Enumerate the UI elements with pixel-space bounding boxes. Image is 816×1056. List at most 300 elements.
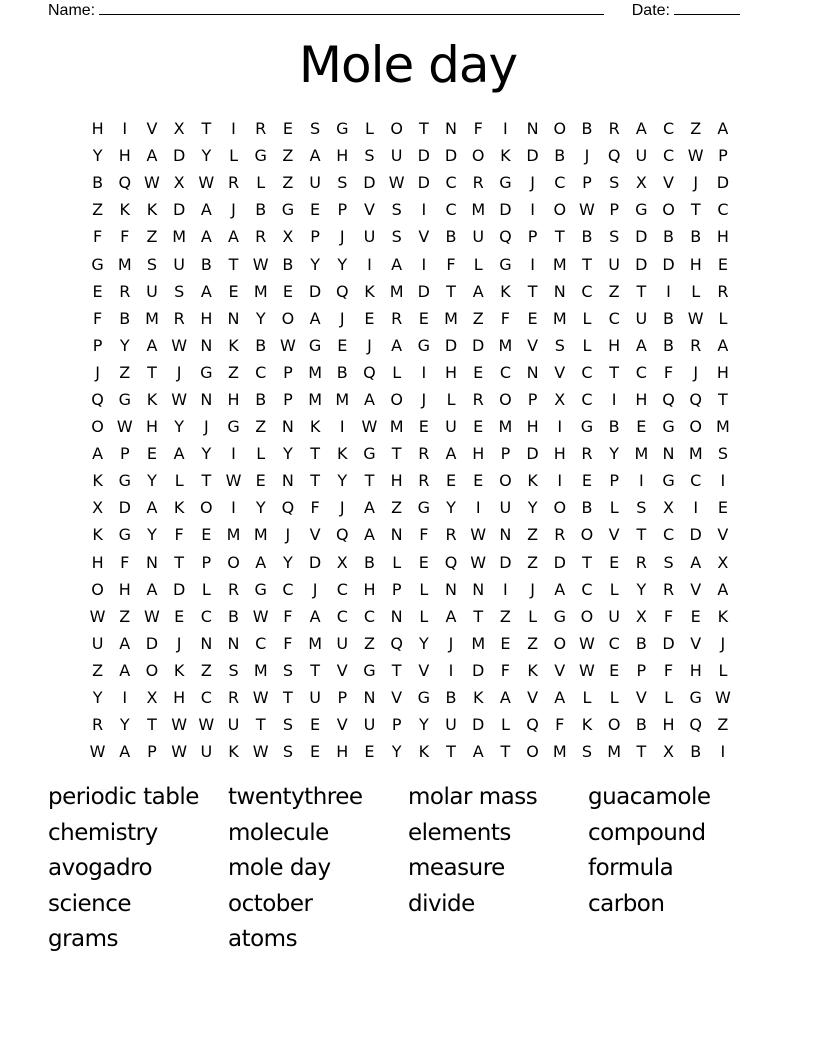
grid-letter: U	[146, 281, 158, 301]
grid-letter: J	[285, 525, 291, 545]
grid-letter: L	[582, 308, 592, 328]
grid-letter: Q	[335, 281, 349, 301]
grid-letter: A	[717, 335, 729, 355]
grid-letter: U	[363, 715, 376, 735]
grid-row	[84, 576, 737, 603]
grid-letter: R	[445, 525, 457, 545]
grid-letter: Z	[92, 200, 104, 220]
grid-row	[84, 467, 737, 494]
grid-letter: X	[635, 606, 647, 626]
grid-letter: H	[662, 715, 675, 735]
grid-letter: J	[720, 633, 726, 653]
word-bank	[48, 780, 768, 958]
grid-letter: A	[499, 688, 511, 708]
word-bank-item: chemistry	[48, 819, 158, 846]
grid-letter: Z	[363, 633, 375, 653]
grid-letter: S	[310, 119, 321, 139]
word-bank-item: elements	[408, 819, 511, 846]
grid-letter: A	[554, 579, 566, 599]
grid-letter: H	[91, 119, 104, 139]
grid-letter: C	[581, 579, 593, 599]
grid-letter: I	[421, 200, 427, 220]
grid-letter: E	[310, 200, 321, 220]
grid-letter: S	[581, 742, 593, 762]
grid-letter: A	[445, 444, 457, 464]
grid-letter: J	[203, 417, 209, 437]
word-bank-row	[48, 816, 768, 852]
grid-letter: B	[228, 606, 240, 626]
grid-letter: H	[716, 227, 729, 247]
grid-letter: N	[390, 525, 403, 545]
grid-letter: J	[339, 308, 345, 328]
grid-letter: M	[444, 308, 458, 328]
grid-letter: G	[336, 119, 349, 139]
grid-row	[84, 413, 737, 440]
grid-letter: A	[391, 335, 403, 355]
header	[48, 0, 740, 20]
grid-letter: C	[445, 200, 457, 220]
grid-letter: D	[118, 498, 131, 518]
grid-letter: Q	[118, 173, 132, 193]
grid-letter: S	[337, 173, 348, 193]
grid-letter: E	[717, 254, 728, 274]
grid-letter: D	[417, 173, 430, 193]
grid-letter: R	[608, 119, 620, 139]
grid-row	[84, 250, 737, 277]
grid-letter: J	[95, 362, 100, 382]
grid-row	[84, 386, 737, 413]
grid-letter: D	[308, 552, 322, 572]
grid-letter: W	[171, 715, 188, 735]
grid-letter: E	[364, 308, 375, 328]
grid-letter: V	[663, 173, 674, 193]
grid-letter: B	[608, 417, 620, 437]
grid-letter: K	[581, 715, 593, 735]
date-blank-line[interactable]	[674, 0, 740, 15]
grid-letter: O	[580, 606, 594, 626]
grid-letter: M	[226, 525, 241, 545]
grid-letter: I	[231, 119, 236, 139]
grid-letter: Y	[92, 146, 103, 166]
grid-letter: P	[609, 471, 619, 491]
grid-letter: S	[228, 660, 239, 680]
grid-letter: Z	[119, 362, 131, 382]
grid-letter: W	[198, 173, 215, 193]
grid-letter: V	[635, 688, 647, 708]
grid-letter: M	[634, 444, 649, 464]
grid-letter: K	[146, 389, 158, 409]
grid-letter: F	[92, 308, 103, 328]
grid-letter: F	[555, 715, 565, 735]
grid-letter: Q	[390, 633, 403, 653]
grid-letter: G	[118, 525, 131, 545]
grid-letter: Y	[92, 688, 103, 708]
grid-letter: A	[309, 606, 321, 626]
grid-letter: G	[91, 254, 104, 274]
grid-letter: N	[227, 633, 240, 653]
grid-letter: S	[282, 660, 293, 680]
date-field	[632, 0, 740, 20]
grid-letter: A	[146, 498, 158, 518]
grid-letter: M	[308, 362, 322, 382]
grid-letter: S	[554, 335, 565, 355]
grid-letter: S	[174, 281, 185, 301]
grid-letter: D	[417, 146, 430, 166]
grid-letter: I	[611, 389, 617, 409]
grid-letter: W	[252, 254, 269, 274]
grid-row	[84, 603, 737, 630]
grid-letter: U	[91, 633, 104, 653]
grid-row	[84, 115, 737, 142]
grid-letter: A	[472, 742, 484, 762]
grid-letter: B	[554, 146, 566, 166]
grid-letter: W	[116, 417, 133, 437]
grid-letter: E	[609, 552, 620, 572]
grid-letter: U	[309, 688, 321, 708]
grid-row	[84, 359, 737, 386]
grid-letter: D	[444, 146, 458, 166]
grid-letter: A	[200, 200, 212, 220]
grid-letter: A	[200, 281, 212, 301]
grid-letter: U	[472, 227, 485, 247]
word-bank-row	[48, 887, 768, 923]
grid-letter: W	[252, 606, 269, 626]
grid-row	[84, 521, 737, 548]
grid-letter: G	[417, 335, 431, 355]
grid-letter: E	[337, 335, 348, 355]
grid-letter: P	[391, 715, 402, 735]
grid-letter: I	[720, 471, 726, 491]
grid-letter: A	[363, 525, 375, 545]
grid-letter: A	[119, 633, 131, 653]
grid-letter: F	[500, 308, 510, 328]
grid-letter: P	[147, 742, 157, 762]
grid-letter: B	[445, 688, 457, 708]
grid-letter: F	[283, 606, 293, 626]
grid-letter: D	[662, 254, 675, 274]
grid-letter: R	[472, 389, 484, 409]
grid-letter: M	[688, 444, 703, 464]
grid-letter: T	[582, 552, 592, 572]
grid-letter: S	[663, 552, 674, 572]
grid-letter: Y	[119, 715, 130, 735]
grid-letter: Y	[310, 254, 320, 274]
grid-letter: B	[581, 227, 593, 247]
grid-letter: J	[530, 173, 535, 193]
grid-letter: M	[552, 254, 567, 274]
grid-letter: P	[391, 579, 402, 599]
grid-letter: B	[119, 308, 131, 328]
grid-letter: U	[390, 146, 403, 166]
name-blank-line[interactable]	[99, 0, 604, 15]
grid-letter: E	[473, 471, 484, 491]
grid-letter: A	[309, 146, 321, 166]
grid-letter: D	[689, 525, 702, 545]
grid-letter: L	[664, 688, 673, 708]
grid-letter: T	[283, 688, 293, 708]
grid-letter: F	[663, 660, 674, 680]
grid-letter: L	[446, 389, 456, 409]
grid-letter: T	[636, 525, 647, 545]
grid-letter: F	[120, 552, 130, 572]
grid-letter: R	[227, 173, 240, 193]
grid-letter: D	[172, 579, 186, 599]
grid-letter: H	[173, 688, 186, 708]
grid-letter: I	[530, 254, 535, 274]
grid-letter: R	[92, 715, 104, 735]
grid-letter: H	[390, 471, 403, 491]
grid-letter: T	[609, 362, 620, 382]
grid-letter: Y	[119, 335, 130, 355]
grid-letter: L	[718, 308, 728, 328]
grid-letter: W	[361, 417, 378, 437]
grid-letter: S	[282, 715, 293, 735]
grid-letter: J	[339, 227, 345, 247]
grid-letter: R	[554, 525, 566, 545]
grid-letter: G	[254, 579, 267, 599]
grid-letter: Y	[147, 525, 157, 545]
grid-letter: C	[336, 606, 348, 626]
grid-letter: S	[146, 254, 158, 274]
grid-letter: I	[720, 742, 726, 762]
grid-letter: W	[579, 200, 595, 220]
grid-letter: A	[445, 606, 457, 626]
grid-letter: M	[253, 525, 268, 545]
grid-letter: X	[663, 742, 675, 762]
grid-letter: E	[473, 362, 484, 382]
grid-letter: G	[308, 335, 322, 355]
grid-letter: C	[363, 606, 376, 626]
grid-letter: D	[499, 200, 512, 220]
grid-letter: D	[635, 254, 648, 274]
grid-letter: A	[391, 254, 403, 274]
grid-letter: H	[445, 362, 458, 382]
grid-letter: C	[635, 362, 647, 382]
grid-letter: W	[579, 660, 595, 680]
grid-letter: V	[309, 525, 321, 545]
grid-letter: E	[473, 417, 484, 437]
grid-letter: K	[527, 471, 538, 491]
grid-letter: E	[310, 742, 321, 762]
grid-letter: N	[281, 417, 294, 437]
grid-letter: B	[336, 362, 348, 382]
grid-letter: V	[391, 688, 403, 708]
grid-letter: T	[554, 227, 565, 247]
word-bank-item: molecule	[228, 819, 329, 846]
grid-letter: M	[552, 742, 567, 762]
grid-letter: O	[145, 660, 159, 680]
grid-letter: J	[339, 498, 345, 518]
grid-letter: N	[553, 281, 566, 301]
grid-letter: E	[228, 281, 239, 301]
grid-letter: X	[717, 552, 729, 572]
grid-letter: D	[472, 715, 485, 735]
grid-letter: H	[689, 660, 702, 680]
grid-letter: Y	[337, 471, 348, 491]
grid-letter: D	[526, 444, 539, 464]
grid-letter: Q	[662, 389, 675, 409]
grid-letter: I	[122, 119, 128, 139]
grid-letter: R	[173, 308, 185, 328]
grid-letter: G	[118, 389, 131, 409]
grid-letter: Z	[499, 606, 511, 626]
grid-letter: X	[92, 498, 104, 518]
name-label: Name:	[48, 2, 96, 19]
grid-letter: A	[472, 281, 484, 301]
grid-letter: M	[335, 389, 350, 409]
grid-letter: L	[473, 254, 483, 274]
grid-letter: Z	[255, 417, 267, 437]
grid-letter: S	[364, 146, 375, 166]
grid-letter: V	[363, 200, 375, 220]
grid-letter: W	[144, 173, 160, 193]
grid-letter: J	[176, 362, 182, 382]
grid-letter: W	[225, 471, 242, 491]
grid-letter: P	[119, 444, 130, 464]
grid-letter: E	[282, 281, 293, 301]
grid-letter: K	[228, 335, 239, 355]
grid-letter: K	[418, 742, 430, 762]
grid-letter: J	[584, 146, 590, 166]
word-bank-item: avogadro	[48, 855, 153, 881]
grid-letter: B	[690, 227, 702, 247]
word-bank-item: molar mass	[408, 784, 538, 810]
grid-letter: C	[445, 173, 457, 193]
grid-letter: H	[118, 579, 131, 599]
grid-letter: O	[499, 471, 512, 491]
grid-letter: J	[693, 362, 699, 382]
grid-letter: G	[200, 362, 213, 382]
grid-letter: Z	[608, 281, 620, 301]
grid-letter: B	[581, 119, 593, 139]
grid-letter: U	[336, 633, 349, 653]
grid-letter: S	[391, 227, 402, 247]
grid-letter: R	[255, 119, 267, 139]
grid-letter: P	[337, 200, 348, 220]
grid-letter: A	[363, 389, 375, 409]
grid-letter: D	[662, 633, 675, 653]
grid-letter: A	[173, 444, 185, 464]
grid-letter: L	[256, 444, 266, 464]
grid-letter: I	[421, 362, 427, 382]
word-search-grid	[84, 115, 737, 765]
grid-letter: U	[635, 146, 648, 166]
grid-letter: W	[171, 742, 188, 762]
grid-letter: D	[363, 173, 376, 193]
grid-letter: O	[91, 417, 104, 437]
grid-letter: R	[227, 579, 240, 599]
grid-letter: T	[582, 254, 592, 274]
grid-letter: I	[503, 119, 508, 139]
grid-letter: M	[308, 389, 322, 409]
grid-letter: H	[472, 444, 485, 464]
grid-letter: M	[498, 417, 513, 437]
grid-letter: B	[255, 335, 267, 355]
grid-letter: C	[255, 633, 267, 653]
grid-row	[84, 738, 737, 765]
grid-letter: N	[281, 471, 294, 491]
grid-letter: L	[582, 688, 592, 708]
grid-letter: L	[256, 173, 266, 193]
grid-letter: L	[691, 281, 701, 301]
grid-row	[84, 630, 737, 657]
grid-letter: C	[200, 606, 212, 626]
grid-letter: O	[91, 579, 104, 599]
grid-letter: V	[690, 633, 702, 653]
grid-letter: A	[200, 227, 212, 247]
grid-letter: T	[364, 471, 375, 491]
grid-letter: H	[363, 579, 376, 599]
grid-letter: G	[499, 254, 512, 274]
grid-letter: Z	[146, 227, 158, 247]
grid-letter: I	[666, 281, 671, 301]
grid-letter: H	[227, 389, 240, 409]
grid-letter: O	[390, 119, 403, 139]
word-bank-item: compound	[588, 819, 706, 846]
grid-letter: W	[171, 389, 188, 409]
grid-letter: P	[500, 444, 511, 464]
word-bank-row	[48, 780, 768, 816]
grid-letter: T	[147, 362, 157, 382]
grid-letter: V	[146, 119, 158, 139]
grid-letter: K	[309, 417, 321, 437]
grid-letter: N	[390, 606, 403, 626]
grid-letter: F	[419, 525, 429, 545]
grid-letter: N	[445, 579, 458, 599]
grid-letter: C	[608, 308, 620, 328]
word-bank-item: twentythree	[228, 784, 363, 810]
word-bank-item: atoms	[228, 926, 298, 952]
grid-letter: Y	[527, 498, 538, 518]
grid-letter: T	[147, 715, 157, 735]
grid-letter: I	[339, 417, 345, 437]
grid-letter: E	[418, 552, 429, 572]
grid-letter: K	[500, 281, 511, 301]
grid-letter: B	[635, 633, 647, 653]
grid-row	[84, 332, 737, 359]
grid-letter: D	[635, 227, 648, 247]
grid-letter: P	[92, 335, 103, 355]
grid-letter: A	[717, 119, 729, 139]
grid-letter: Z	[472, 308, 484, 328]
grid-letter: Z	[92, 660, 104, 680]
grid-letter: Q	[689, 715, 703, 735]
grid-letter: D	[526, 146, 539, 166]
grid-letter: T	[718, 389, 728, 409]
grid-letter: I	[638, 471, 644, 491]
word-bank-item: science	[48, 890, 132, 917]
grid-letter: H	[336, 742, 349, 762]
grid-letter: U	[363, 227, 376, 247]
grid-letter: O	[580, 525, 594, 545]
grid-letter: F	[446, 254, 456, 274]
grid-letter: T	[391, 444, 402, 464]
grid-letter: W	[171, 335, 188, 355]
grid-letter: G	[417, 498, 431, 518]
grid-letter: C	[581, 389, 593, 409]
grid-letter: J	[231, 200, 236, 220]
grid-letter: G	[363, 444, 376, 464]
grid-letter: Y	[283, 444, 293, 464]
grid-letter: P	[201, 552, 212, 572]
grid-letter: T	[310, 660, 320, 680]
grid-letter: I	[122, 688, 128, 708]
grid-letter: J	[421, 389, 427, 409]
grid-letter: O	[471, 146, 485, 166]
grid-letter: I	[530, 200, 535, 220]
grid-letter: L	[365, 119, 374, 139]
grid-letter: C	[200, 688, 212, 708]
